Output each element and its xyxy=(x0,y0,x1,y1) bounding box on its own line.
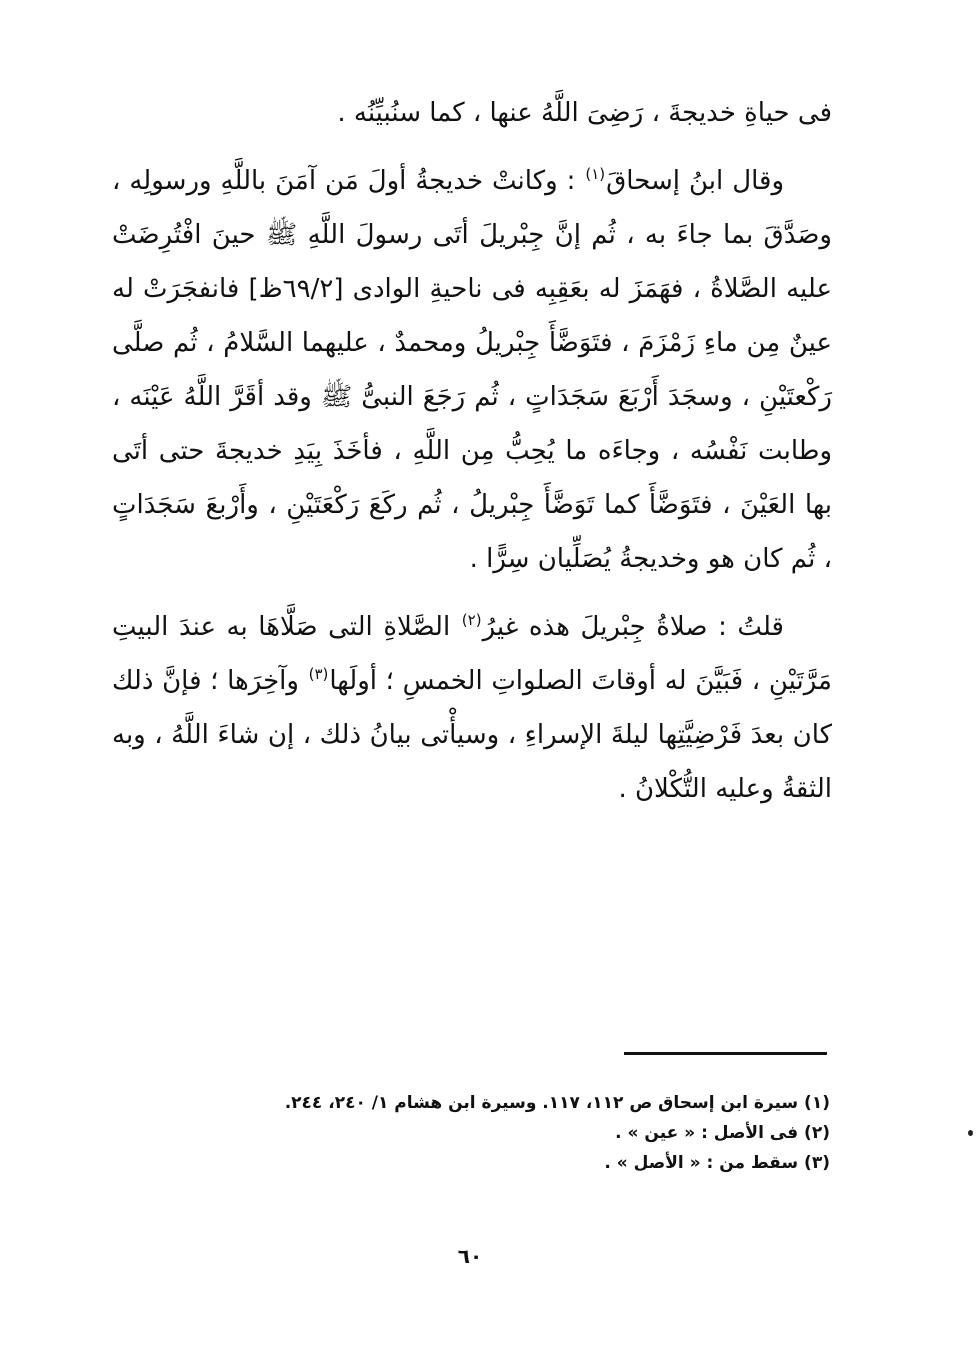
margin-speck xyxy=(968,1130,973,1136)
paragraph-text: وقال ابنُ إسحاقَ xyxy=(606,166,785,196)
page-number: ٦٠ xyxy=(457,1244,483,1268)
paragraph-text: فى حياةِ خديجةَ ، رَضِىَ اللَّهُ عنها ، كما سنُبيِّنُه . xyxy=(337,98,832,128)
main-body-text xyxy=(112,86,832,816)
paragraph-text: قلتُ : صلاةُ جِبْريلَ هذه غيرُ xyxy=(482,612,784,642)
footnote-2: (٢) فى الأصل : « عين » . xyxy=(615,1123,830,1143)
footnote-3: (٣) سقط من : « الأصل » . xyxy=(604,1153,830,1173)
paragraph-text: : وكانتْ خديجةُ أولَ مَن آمَنَ باللَّهِ ورسولِه ، وصَدَّقَ بما جاءَ به ، ثُم إنَّ جِبْريلَ أتَى رسولَ اللَّهِ ﷺ حينَ افْتُرِضَتْ عليه الصَّلاةُ ، فهَمَزَ له بعَقِبِه فى ناحيةِ الوادى [٦٩/٢ظ] فانفجَرَتْ له عينٌ مِن ماءِ زَمْزَمَ ، فتَوَضَّأَ جِبْريلُ ومحمدٌ ، عليهما السَّلامُ ، ثُم صلَّى رَكْعتَيْنِ ، وسجَدَ أَرْبَعَ سَجَدَاتٍ ، ثُم رَجَعَ النبىُّ ﷺ وقد أقَرَّ اللَّهُ عَيْنَه ، وطابت نَفْسُه ، وجاءَه ما يُحِبُّ مِن اللَّهِ ، فأخَذَ بِيَدِ خديجةَ حتى أتَى بها العَيْنَ ، فتَوَضَّأَ كما تَوَضَّأَ جِبْريلُ ، ثُم ركَعَ رَكْعَتَيْنِ ، وأَرْبعَ سَجَدَاتٍ ، ثُم كان هو وخديجةُ يُصَلِّيان سِرًّا . xyxy=(112,166,832,574)
paragraph-text: وآخِرَها ؛ فإنَّ ذلك كان بعدَ فَرْضِيَّتِها ليلةَ الإسراءِ ، وسيأْتى بيانُ ذلك ، إن شاءَ اللَّهُ ، وبه الثقةُ وعليه التُّكْلانُ . xyxy=(112,666,832,804)
paragraph-1 xyxy=(112,86,832,140)
paragraph-2 xyxy=(112,154,832,586)
footnote-1: (١) سيرة ابن إسحاق ص ١١٢، ١١٧. وسيرة ابن هشام ١/ ٢٤٠، ٢٤٤. xyxy=(284,1093,830,1113)
footnote-separator xyxy=(624,1052,827,1055)
paragraph-text: الصَّلاةِ التى صَلَّاهَا به عندَ البيتِ مَرَّتَيْنِ ، فَبَيَّنَ له أوقاتَ الصلواتِ الخمسِ ؛ أولَها xyxy=(112,612,832,696)
footnotes xyxy=(240,1088,830,1178)
footnote-reference: (٢) xyxy=(461,611,482,630)
footnote-reference: (١) xyxy=(585,165,606,184)
paragraph-3 xyxy=(112,600,832,816)
footnote-reference: (٣) xyxy=(308,665,329,684)
